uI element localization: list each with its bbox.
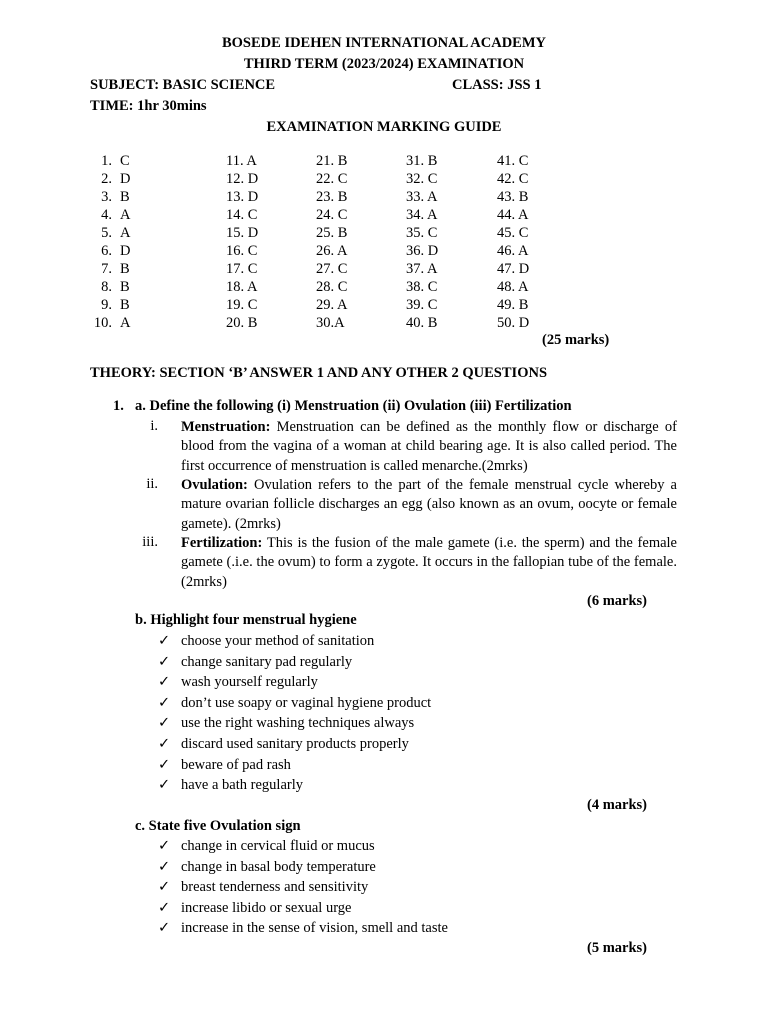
def-num-iii: iii. xyxy=(142,534,158,550)
answer-row: 19. C xyxy=(226,297,258,313)
answer-number: 2. xyxy=(101,171,112,187)
answer-row: 22. C xyxy=(316,171,348,187)
answer-row xyxy=(90,278,130,296)
answer-row: 17. C xyxy=(226,261,258,277)
checkmark-icon: ✓ xyxy=(158,879,171,896)
answer-letter: C xyxy=(120,153,130,169)
question-1c: c. State five Ovulation sign xyxy=(135,818,301,834)
checkmark-icon: ✓ xyxy=(158,715,171,732)
answer-letter: B xyxy=(120,297,130,313)
checklist-text: have a bath regularly xyxy=(181,777,303,794)
checklist-text: choose your method of sanitation xyxy=(181,633,375,649)
answer-number: 10. xyxy=(93,315,112,331)
answer-row xyxy=(90,152,130,170)
answer-row xyxy=(90,296,130,314)
checklist-text: use the right washing techniques always xyxy=(181,715,415,732)
answer-row: 50. D xyxy=(497,315,530,331)
def-num-i: i. xyxy=(150,418,158,434)
answer-number: 3. xyxy=(101,189,112,205)
answer-row xyxy=(90,314,130,332)
answer-number: 7. xyxy=(101,261,112,277)
answer-row: 30.A xyxy=(316,315,345,331)
checklist-text: discard used sanitary products properly xyxy=(181,735,409,752)
checkmark-icon: ✓ xyxy=(158,777,171,794)
checkmark-icon: ✓ xyxy=(158,920,171,937)
checklist-text: don’t use soapy or vaginal hygiene product xyxy=(181,694,432,711)
checklist-item xyxy=(158,898,448,919)
def-term: Fertilization: xyxy=(181,535,263,551)
ovulation-signs-list xyxy=(158,836,448,939)
answer-letter: D xyxy=(120,171,131,187)
checkmark-icon: ✓ xyxy=(158,735,171,752)
def-term: Ovulation: xyxy=(181,477,248,493)
answer-row: 38. C xyxy=(406,279,438,295)
time-label: TIME: 1hr 30mins xyxy=(90,98,207,114)
answer-row: 44. A xyxy=(497,207,529,223)
answers-col-5 xyxy=(497,152,529,332)
answer-row: 28. C xyxy=(316,279,348,295)
definition-fertilization xyxy=(181,534,677,592)
def-term: Menstruation: xyxy=(181,419,271,435)
definition-ovulation xyxy=(181,476,677,534)
checkmark-icon: ✓ xyxy=(158,838,171,854)
answer-row: 26. A xyxy=(316,243,348,259)
checklist-item xyxy=(158,918,448,939)
checkmark-icon: ✓ xyxy=(158,858,171,875)
answer-row: 39. C xyxy=(406,297,438,313)
checklist-text: wash yourself regularly xyxy=(181,674,318,691)
checklist-text: beware of pad rash xyxy=(181,756,291,773)
q1b-marks: (4 marks) xyxy=(587,797,648,813)
answer-row: 45. C xyxy=(497,225,529,241)
checklist-item xyxy=(158,652,431,673)
answer-row: 14. C xyxy=(226,207,258,223)
answer-row: 27. C xyxy=(316,261,348,277)
checkmark-icon: ✓ xyxy=(158,633,171,649)
checklist-item xyxy=(158,775,431,796)
question-number: 1. xyxy=(113,398,124,414)
answer-row: 48. A xyxy=(497,279,529,295)
answer-row: 31. B xyxy=(406,153,438,169)
answer-row xyxy=(90,242,130,260)
answer-row: 33. A xyxy=(406,189,438,205)
answer-row xyxy=(90,170,130,188)
answer-row: 42. C xyxy=(497,171,529,187)
checklist-text: change sanitary pad regularly xyxy=(181,653,353,670)
answer-row: 36. D xyxy=(406,243,439,259)
exam-title: THIRD TERM (2023/2024) EXAMINATION xyxy=(243,56,525,72)
answer-letter: B xyxy=(120,189,130,205)
checklist-text: increase libido or sexual urge xyxy=(181,899,352,916)
class-label: CLASS: JSS 1 xyxy=(452,77,542,93)
answer-row: 12. D xyxy=(226,171,259,187)
checkmark-icon: ✓ xyxy=(158,694,171,711)
question-1b: b. Highlight four menstrual hygiene xyxy=(135,612,357,628)
answer-row: 18. A xyxy=(226,279,258,295)
question-1a: a. Define the following (i) Menstruation (ii) Ovulation (iii) Fertilization xyxy=(135,398,572,414)
checkmark-icon: ✓ xyxy=(158,756,171,773)
answer-row: 41. C xyxy=(497,153,529,169)
checklist-item xyxy=(158,713,431,734)
answer-row: 46. A xyxy=(497,243,529,259)
answers-col-2 xyxy=(226,152,258,332)
checklist-item xyxy=(158,693,431,714)
answer-row: 37. A xyxy=(406,261,438,277)
checkmark-icon: ✓ xyxy=(158,899,171,916)
answer-letter: A xyxy=(120,207,131,223)
answer-number: 4. xyxy=(101,207,112,223)
checkmark-icon: ✓ xyxy=(158,674,171,691)
theory-heading: THEORY: SECTION ‘B’ ANSWER 1 AND ANY OTHER 2 QUESTIONS xyxy=(90,365,548,381)
q1a-marks: (6 marks) xyxy=(587,593,648,609)
answer-row: 15. D xyxy=(226,225,259,241)
checklist-item xyxy=(158,877,448,898)
answer-row: 49. B xyxy=(497,297,529,313)
answer-row: 16. C xyxy=(226,243,258,259)
answer-row: 32. C xyxy=(406,171,438,187)
checklist-item xyxy=(158,857,448,878)
answer-row xyxy=(90,260,130,278)
answer-row: 11. A xyxy=(226,153,257,169)
answer-letter: D xyxy=(120,243,131,259)
answer-number: 5. xyxy=(101,225,112,241)
answer-row: 24. C xyxy=(316,207,348,223)
answer-row: 40. B xyxy=(406,315,438,331)
subject-label: SUBJECT: BASIC SCIENCE xyxy=(90,77,276,93)
objective-marks: (25 marks) xyxy=(542,332,610,348)
checklist-text: breast tenderness and sensitivity xyxy=(181,879,369,896)
answer-row xyxy=(90,206,130,224)
def-num-ii: ii. xyxy=(146,476,158,492)
answer-row: 34. A xyxy=(406,207,438,223)
marking-guide-title: EXAMINATION MARKING GUIDE xyxy=(266,119,502,135)
checkmark-icon: ✓ xyxy=(158,653,171,670)
checklist-text: change in cervical fluid or mucus xyxy=(181,838,375,854)
checklist-text: change in basal body temperature xyxy=(181,858,376,875)
checklist-item xyxy=(158,755,431,776)
answer-letter: B xyxy=(120,279,130,295)
answer-row: 29. A xyxy=(316,297,348,313)
answers-col-3 xyxy=(316,152,347,332)
answer-row: 47. D xyxy=(497,261,530,277)
hygiene-list xyxy=(158,631,431,796)
answer-letter: A xyxy=(120,225,131,241)
answer-row: 13. D xyxy=(226,189,259,205)
answer-row xyxy=(90,224,130,242)
answer-row xyxy=(90,188,130,206)
answer-row: 43. B xyxy=(497,189,529,205)
answer-number: 1. xyxy=(101,153,112,169)
def-text: This is the fusion of the male gamete (i.e. the sperm) and the female gamete (.i.e. the ovum) to form a zygote. It occurs in the fallopian tube of the female. (2mrks) xyxy=(181,535,677,590)
answer-number: 9. xyxy=(101,297,112,313)
answers-col-4 xyxy=(406,152,438,332)
checklist-item xyxy=(158,836,448,857)
answer-letter: B xyxy=(120,261,130,277)
answer-number: 8. xyxy=(101,279,112,295)
checklist-text: increase in the sense of vision, smell and taste xyxy=(181,920,448,937)
answers-col-1 xyxy=(90,152,130,332)
answer-letter: A xyxy=(120,315,131,331)
answer-row: 21. B xyxy=(316,153,348,169)
answer-row: 35. C xyxy=(406,225,438,241)
q1c-marks: (5 marks) xyxy=(587,940,648,956)
definition-menstruation xyxy=(181,418,677,476)
checklist-item xyxy=(158,631,431,652)
answer-row: 25. B xyxy=(316,225,348,241)
school-name: BOSEDE IDEHEN INTERNATIONAL ACADEMY xyxy=(221,35,547,51)
checklist-item xyxy=(158,734,431,755)
def-text: Ovulation refers to the part of the female menstrual cycle whereby a mature ovarian follicle discharges an egg (also known as an ovum, oocyte or female gamete). (2mrks) xyxy=(181,477,677,532)
checklist-item xyxy=(158,672,431,693)
answer-number: 6. xyxy=(101,243,112,259)
def-text: Menstruation can be defined as the monthly flow or discharge of blood from the vagina of a woman at child bearing age. It is also called period. The first occurrence of menstruation is called menarche.(2mrks) xyxy=(181,419,677,474)
answer-row: 20. B xyxy=(226,315,258,331)
answer-row: 23. B xyxy=(316,189,348,205)
